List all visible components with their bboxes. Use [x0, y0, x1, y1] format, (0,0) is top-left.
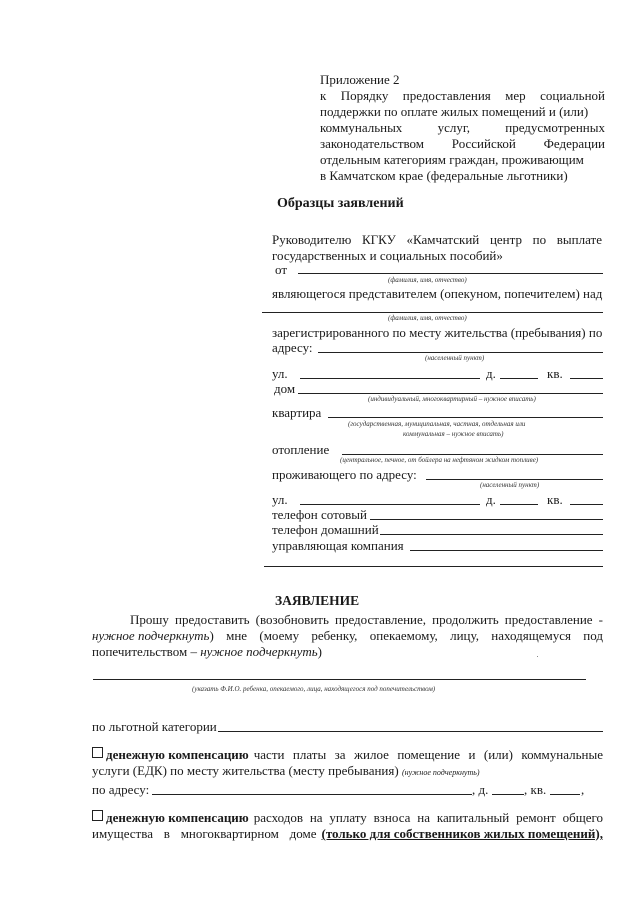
hint-house: (индивидуальный, многоквартирный – нужное вписать) — [368, 395, 536, 403]
statement-title: ЗАЯВЛЕНИЕ — [275, 593, 360, 608]
statement-p1-line-2-rest: ) мне (моему ребенку, опекаемому, лицу, находящемуся под — [209, 628, 603, 643]
hint-person: (указать Ф.И.О. ребенка, опекаемого, лица, находящегося под попечительством) — [192, 685, 436, 693]
item1-apt-label: , кв. — [524, 782, 547, 797]
item1-apt-line[interactable] — [550, 794, 580, 795]
management-company-line[interactable] — [410, 550, 603, 551]
apt-no-label: кв. — [547, 366, 563, 381]
category-line[interactable] — [218, 731, 603, 732]
hint-fio: (фамилия, имя, отчество) — [388, 276, 467, 284]
item1-bold: денежную компенсацию — [106, 747, 249, 762]
hint-settlement-2: (населенный пункт) — [480, 481, 540, 489]
item2-line-2-text: имущества в многоквартирном доме — [92, 826, 317, 841]
apartment-label: квартира — [272, 405, 322, 420]
apt-no-line[interactable] — [570, 378, 603, 379]
from-fio-line[interactable] — [298, 273, 603, 274]
house-no-line[interactable] — [500, 378, 538, 379]
item1-address-label: по адресу: — [92, 782, 150, 797]
person-fio-line[interactable] — [93, 679, 586, 680]
settlement-line[interactable] — [318, 352, 603, 353]
addressee-line-2: государственных и социальных пособий» — [272, 248, 503, 263]
item2-line-2 — [92, 826, 603, 842]
item1-line-2 — [92, 763, 480, 781]
apt-no-label-2: кв. — [547, 492, 563, 507]
registered-label: зарегистрированного по месту жительства (пребывания) по — [272, 325, 603, 340]
ward-fio-line[interactable] — [262, 312, 603, 313]
samples-heading: Образцы заявлений — [277, 196, 404, 211]
house-no-label: д. — [486, 366, 496, 381]
apartment-type-line[interactable] — [328, 417, 603, 418]
addressee-line-1: Руководителю КГКУ «Камчатский центр по выплате — [272, 232, 602, 247]
statement-p1-line-3-text: попечительством – — [92, 644, 197, 659]
street-line-2[interactable] — [300, 504, 480, 505]
mobile-phone-line[interactable] — [370, 519, 603, 520]
appendix-line-3: поддержки по оплате жилых помещений и (или) — [320, 104, 589, 119]
item2-checkbox[interactable] — [92, 810, 103, 821]
item1-checkbox[interactable] — [92, 747, 103, 758]
hint-apartment-2: коммунальная – нужное вписать) — [403, 430, 504, 438]
category-label: по льготной категории — [92, 719, 217, 734]
hint-apartment-1: (государственная, муниципальная, частная, отдельная или — [348, 420, 526, 428]
statement-p1-line-3-end: ) — [317, 644, 322, 659]
hint-settlement: (населенный пункт) — [425, 354, 485, 362]
address-label: адресу: — [272, 340, 313, 355]
statement-p1-line-2 — [92, 628, 603, 644]
statement-p1-line-3-italic: нужное подчеркнуть — [200, 644, 318, 659]
apt-no-line-2[interactable] — [570, 504, 603, 505]
hint-fio-2: (фамилия, имя, отчество) — [388, 314, 467, 322]
house-label: дом — [274, 381, 296, 396]
item2-bold-2: (только для собственников жилых помещений), — [321, 826, 603, 841]
item1-hint: (нужное подчеркнуть) — [401, 768, 480, 777]
appendix-line-7: в Камчатском крае (федеральные льготники) — [320, 168, 568, 183]
home-phone-label: телефон домашний — [272, 522, 379, 537]
scan-dot — [537, 656, 538, 657]
item1-line-2-text: услуги (ЕДК) по месту жительства (месту пребывания) — [92, 763, 399, 778]
home-phone-line[interactable] — [380, 534, 603, 535]
hint-heating: (центральное, печное, от бойлера на нефтяном жидком топливе) — [340, 456, 539, 464]
mobile-phone-label: телефон сотовый — [272, 507, 367, 522]
street-label-2: ул. — [272, 492, 288, 507]
statement-p1-line-1: Прошу предоставить (возобновить предоставление, продолжить предоставление - — [130, 612, 603, 627]
appendix-line-5: законодательством Российской Федерации — [320, 136, 605, 151]
statement-p1-line-3 — [92, 644, 322, 660]
item1-address-line[interactable] — [152, 794, 472, 795]
management-company-label: управляющая компания — [272, 538, 404, 553]
appendix-line-1: Приложение 2 — [320, 72, 400, 87]
house-no-label-2: д. — [486, 492, 496, 507]
living-address-label: проживающего по адресу: — [272, 467, 417, 482]
representative-label: являющегося представителем (опекуном, попечителем) над — [272, 286, 603, 301]
item1-end: , — [581, 782, 585, 797]
appendix-line-4: коммунальных услуг, предусмотренных — [320, 120, 605, 135]
extra-line[interactable] — [264, 566, 603, 567]
item2-rest: расходов на уплату взноса на капитальный ремонт общего — [253, 810, 603, 825]
item1-house-line[interactable] — [492, 794, 524, 795]
item2-bold: денежную компенсацию — [106, 810, 249, 825]
from-label: от — [275, 262, 288, 277]
house-no-line-2[interactable] — [500, 504, 538, 505]
appendix-line-6: отдельным категориям граждан, проживающим — [320, 152, 584, 167]
street-label: ул. — [272, 366, 288, 381]
heating-type-line[interactable] — [342, 454, 603, 455]
living-settlement-line[interactable] — [426, 479, 603, 480]
item1-line-1 — [92, 747, 603, 763]
house-type-line[interactable] — [298, 393, 603, 394]
item1-house-label: , д. — [472, 782, 489, 797]
item1-rest: части платы за жилое помещение и (или) коммунальные — [253, 747, 603, 762]
heating-label: отопление — [272, 442, 330, 457]
item2-line-1 — [92, 810, 603, 826]
appendix-line-2: к Порядку предоставления мер социальной — [320, 88, 605, 103]
street-line[interactable] — [300, 378, 480, 379]
statement-p1-line-2-italic: нужное подчеркнуть — [92, 628, 210, 643]
